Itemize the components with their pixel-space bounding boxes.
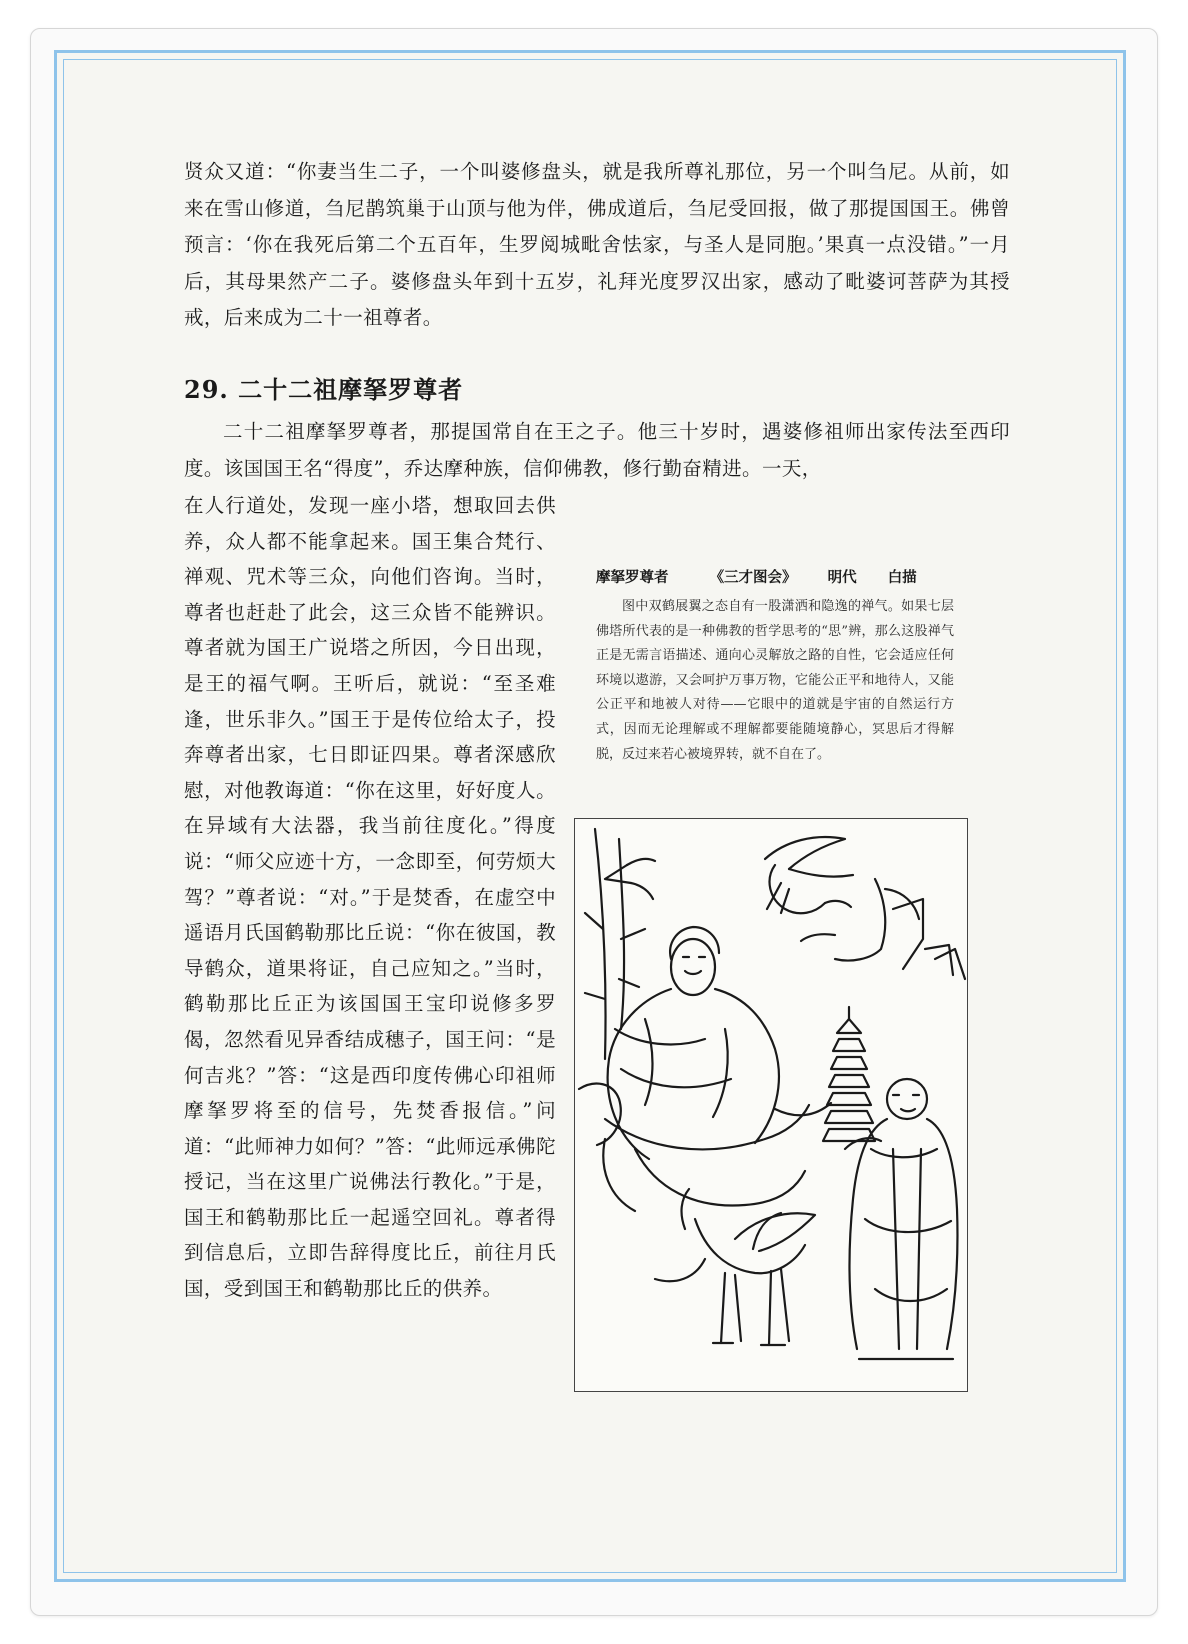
caption-header [596,566,954,587]
standing-cranes-drawing [655,1189,815,1345]
section-paragraph-narrow: 在人行道处，发现一座小塔，想取回去供养，众人都不能拿起来。国王集合梵行、禅观、咒术等三众，向他们咨询。当时，尊者也赶赴了此会，这三众皆不能辨识。尊者就为国王广说塔之所因，今日出现，是王的福气啊。王听后，就说：“至圣难逢，世乐非久。”国王于是传位给太子，投奔尊者出家，七日即证四果。尊者深感欣慰，对他教诲道：“你在这里，好好度人。在异域有大法器，我当前往度化。”得度说：“师父应迹十方，一念即至，何劳烦大驾？”尊者说：“对。”于是焚香，在虚空中遥语月氏国鹤勒那比丘说：“你在彼国，教导鹤众，道果将证，自己应知之。”当时，鹤勒那比丘正为该国国王宝印说修多罗偈，忽然看见异香结成穗子，国王问：“是何吉兆？”答：“这是西印度传佛心印祖师摩拏罗将至的信号，先焚香报信。”问道：“此师神力如何？”答：“此师远承佛陀授记，当在这里广说佛法行教化。”于是，国王和鹤勒那比丘一起遥空回礼。尊者得到信息后，立即告辞得度比丘，前往月氏国，受到国王和鹤勒那比丘的供养。 [184,494,556,1301]
ink-illustration [574,818,968,1392]
flying-crane-right-drawing [801,879,953,975]
caption-body: 图中双鹤展翼之态自有一股潇洒和隐逸的禅气。如果七层佛塔所代表的是一种佛教的哲学思考的“思”辨，那么这股禅气正是无需言语描述、通向心灵解放之路的自性，它会适应任何环境以遨游，又会呵护万事万物，它能公正平和地待人，又能公正平和地被人对待——它眼中的道就是宇宙的自然运行方式，因而无论理解或不理解都要能随境静心，冥思后才得解脱，反过来若心被境界转，就不自在了。 [596,599,954,762]
section-paragraph-wide: 二十二祖摩拏罗尊者，那提国常自在王之子。他三十岁时，遇婆修祖师出家传法至西印度。该国国王名“得度”，乔达摩种族，信仰佛教，修行勤奋精进。一天， [184,420,1010,480]
standing-monk-drawing [845,1079,958,1359]
bamboo-drawing [585,829,655,1059]
intro-paragraph: 贤众又道：“你妻当生二子，一个叫婆修盘头，就是我所尊礼那位，另一个叫刍尼。从前，如来在雪山修道，刍尼鹊筑巢于山顶与他为伴，佛成道后，刍尼受回报，做了那提国国王。佛曾预言：‘你在我死后第二个五百年，生罗阅城毗舍怯家，与圣人是同胞。’果真一点没错。”一月后，其母果然产二子。婆修盘头年到十五岁，礼拜光度罗汉出家，感动了毗婆诃菩萨为其授戒，后来成为二十一祖尊者。 [184,160,1010,329]
flying-crane-top-drawing [765,837,853,913]
illustration-drawing [575,819,967,1391]
figure-caption [596,566,954,767]
caption-source: 《三才图会》 [709,569,797,586]
pagoda-drawing [823,1007,875,1141]
caption-dynasty: 明代 [827,569,857,586]
seated-monk-drawing [603,927,831,1211]
section-heading: 29. 二十二祖摩拏罗尊者 [184,375,464,404]
caption-style: 白描 [887,569,917,586]
caption-title: 摩拏罗尊者 [596,569,669,586]
